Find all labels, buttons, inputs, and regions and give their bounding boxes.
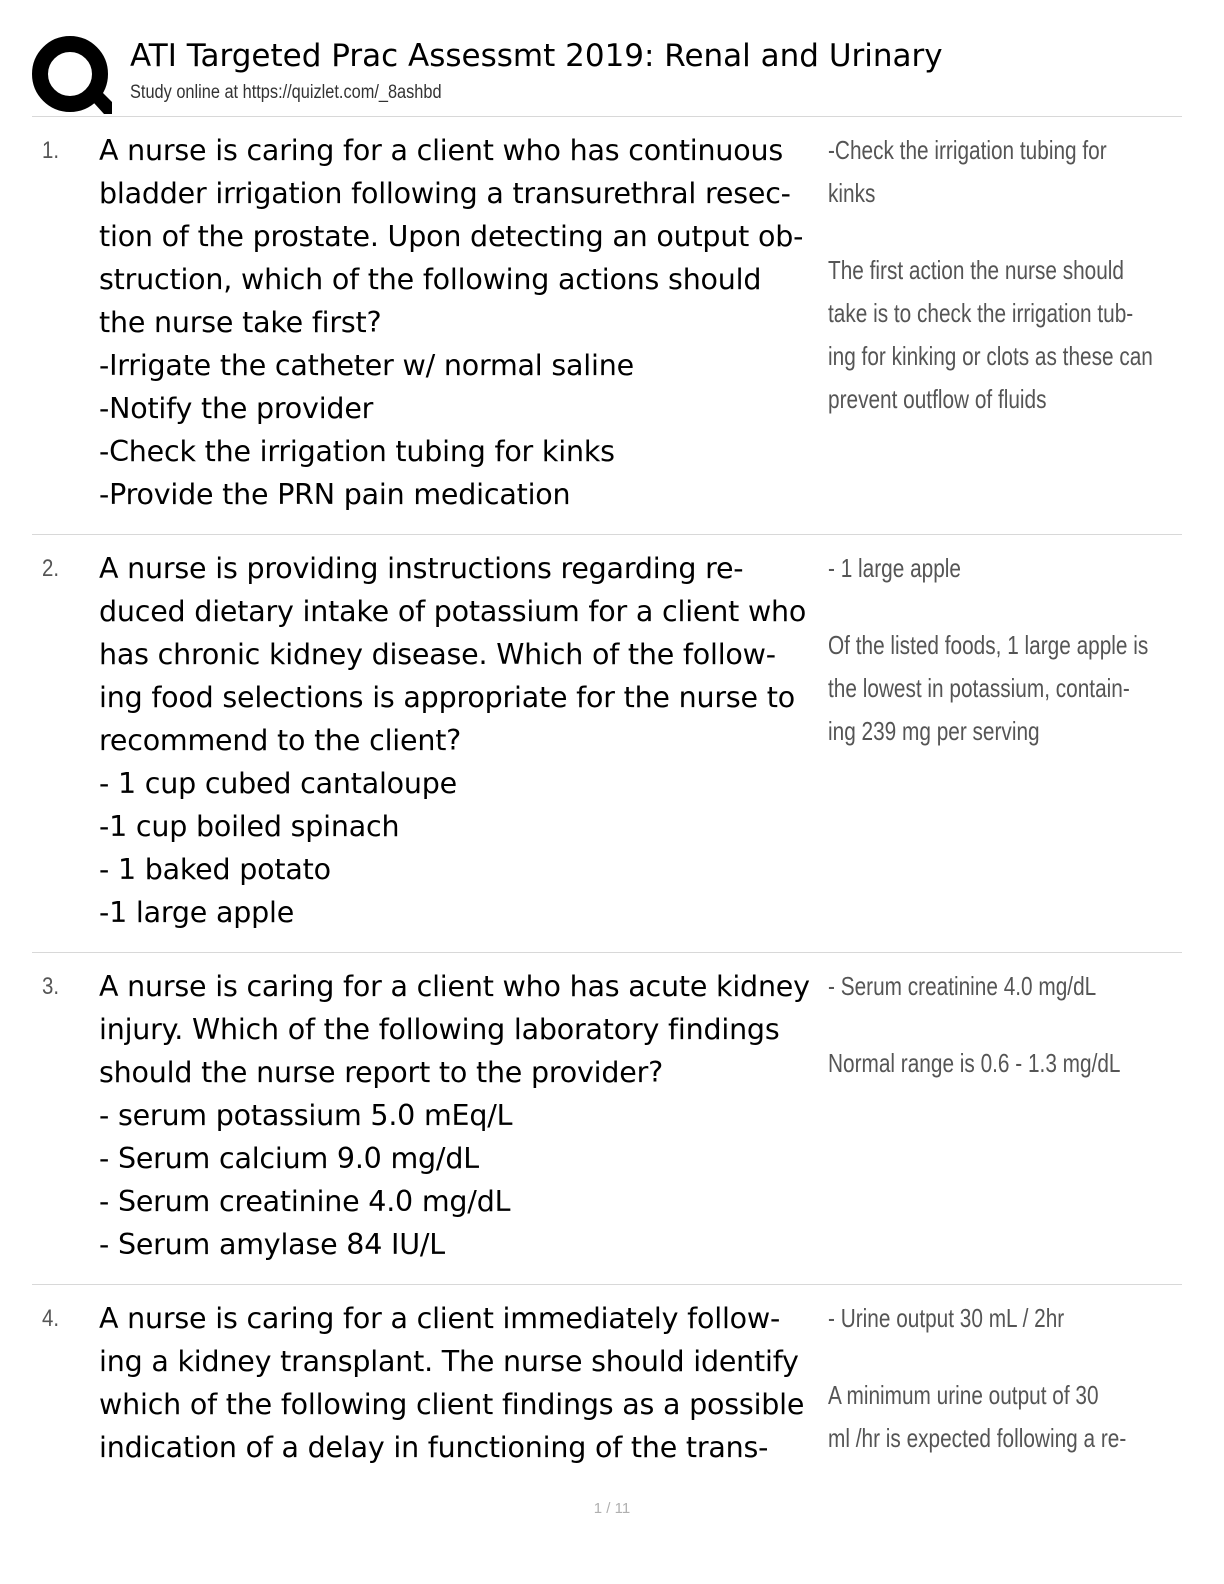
explanation-text: take is to check the irrigation tub- [828, 298, 1134, 328]
question-text: A nurse is caring for a client immediately follow- ing a kidney transplant. The nurse should identify which of the following client findings as a possible indication of a delay in functioning of the trans- [99, 1302, 805, 1464]
answer-panel [828, 965, 1188, 1085]
explanation-text: ing for kinking or clots as these can [828, 341, 1153, 371]
question-number: 4. [42, 1305, 60, 1332]
answer-text: - Serum creatinine 4.0 mg/dL [828, 971, 1097, 1001]
answer-panel [828, 129, 1188, 421]
header-divider [32, 116, 1182, 117]
question-number: 3. [42, 973, 60, 1000]
question-number: 2. [42, 555, 60, 582]
answer-text: - 1 large apple [828, 553, 961, 583]
explanation-text: ing 239 mg per serving [828, 716, 1040, 746]
answer-text: - Urine output 30 mL / 2hr [828, 1303, 1065, 1333]
set-url[interactable]: Study online at https://quizlet.com/_8ashbd [130, 82, 442, 103]
question-text: A nurse is providing instructions regarding re- duced dietary intake of potassium for a client who has chronic kidney disease. Which of the follow- ing food selections is appropriate for the nurse to recommend to the client? - 1 cup cubed cantaloupe -1 cup boiled spinach - 1 baked potato -1 large apple [99, 552, 807, 929]
explanation-text: ml /hr is expected following a re- [828, 1423, 1127, 1453]
explanation-text: Of the listed foods, 1 large apple is [828, 630, 1149, 660]
page-number: 1 / 11 [593, 1500, 631, 1517]
answer-text: kinks [828, 178, 876, 208]
answer-panel [828, 1297, 1188, 1460]
quizlet-q-logo-icon [32, 36, 112, 116]
explanation-text: prevent outflow of fluids [828, 384, 1047, 414]
question-text: A nurse is caring for a client who has acute kidney injury. Which of the following laboratory findings should the nurse report to the provider? - serum potassium 5.0 mEq/L - Serum calcium 9.0 mg/dL - Serum creatinine 4.0 mg/dL - Serum amylase 84 IU/L [99, 970, 810, 1261]
question-divider [32, 952, 1182, 953]
explanation-text: A minimum urine output of 30 [828, 1380, 1099, 1410]
explanation-text: The first action the nurse should [828, 255, 1124, 285]
set-title: ATI Targeted Prac Assessmt 2019: Renal and Urinary [130, 38, 943, 74]
answer-text: -Check the irrigation tubing for [828, 135, 1107, 165]
question-text: A nurse is caring for a client who has continuous bladder irrigation following a transurethral resec- tion of the prostate. Upon detecting an output ob- struction, which of the following actions should the nurse take first? -Irrigate the catheter w/ normal saline -Notify the provider -Check the irrigation tubing for kinks -Provide the PRN pain medication [99, 134, 804, 511]
question-divider [32, 1284, 1182, 1285]
answer-panel [828, 547, 1188, 753]
explanation-text: the lowest in potassium, contain- [828, 673, 1130, 703]
explanation-text: Normal range is 0.6 - 1.3 mg/dL [828, 1048, 1121, 1078]
question-number: 1. [42, 137, 60, 164]
question-divider [32, 534, 1182, 535]
page-header [32, 30, 1182, 118]
